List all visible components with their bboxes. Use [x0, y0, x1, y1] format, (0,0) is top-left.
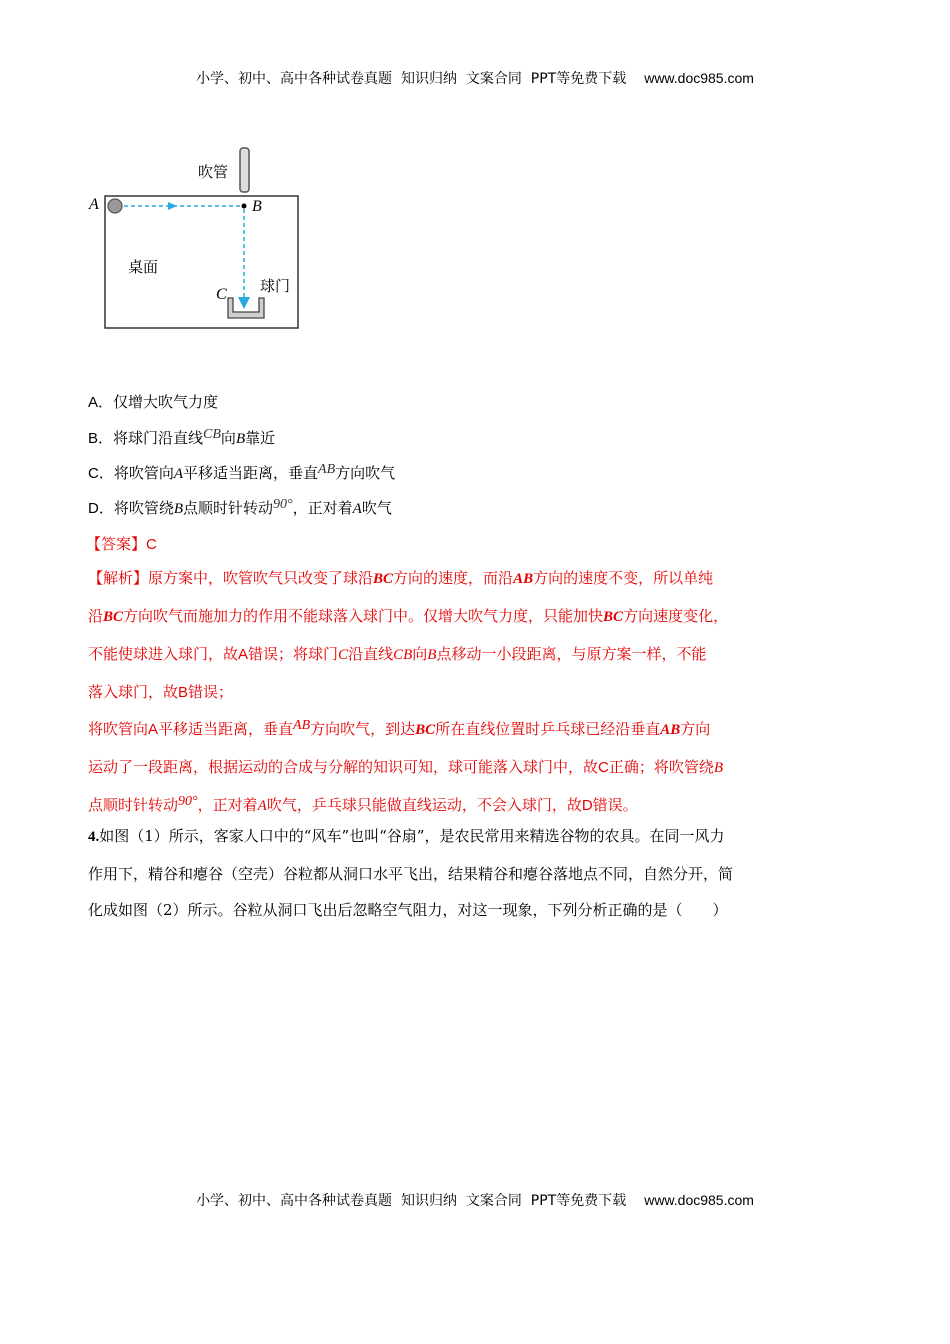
option-b-pre: 将球门沿直线 — [113, 429, 204, 447]
page-header — [0, 68, 950, 88]
q4-text-2: 作用下，精谷和瘪谷（空壳）谷粒都从洞口水平飞出，结果精谷和瘪谷落地点不同，自然分开，简 — [88, 864, 734, 883]
a5-5: BC — [415, 722, 436, 738]
option-d-var2: A — [352, 501, 362, 517]
ball-a — [108, 199, 122, 213]
answer-value: C — [146, 536, 157, 553]
option-d-pre: 将吹管绕 — [113, 499, 174, 517]
option-a — [88, 391, 218, 412]
a1-3: AB — [513, 571, 534, 587]
option-c-key: C． — [88, 465, 114, 482]
a5-8: 方向 — [680, 720, 711, 738]
answer-label: 【答案】 — [86, 535, 147, 553]
a3-1: A — [238, 646, 249, 663]
a3-7: B — [427, 647, 437, 663]
a5-2: 平移适当距离，垂直 — [158, 720, 294, 738]
option-b-mid: 向 — [220, 429, 236, 447]
point-b-dot — [242, 204, 247, 209]
option-b-var: B — [235, 431, 246, 447]
a4-0: 落入球门，故 — [88, 683, 179, 701]
a7-0: 点顺时针转动 — [88, 796, 179, 814]
a5-1: A — [148, 721, 159, 738]
a3-6: 向 — [412, 645, 428, 663]
a4-1: B — [178, 684, 189, 701]
option-c-post: 方向吹气 — [335, 464, 396, 482]
option-b-post: 靠近 — [245, 429, 276, 447]
a7-2: ，正对着 — [197, 796, 258, 814]
a5-3: AB — [293, 718, 311, 733]
option-c — [88, 462, 395, 483]
a1-4: 方向的速度不变，所以单纯 — [533, 569, 714, 587]
option-b — [88, 427, 275, 448]
option-c-pre: 将吹管向 — [113, 464, 174, 482]
goal-label: 球门 — [260, 277, 291, 295]
a3-2: 错误；将球门 — [248, 645, 339, 663]
a2-0: 沿 — [88, 607, 104, 625]
a3-3: C — [338, 647, 349, 663]
a6-0: 运动了一段距离，根据运动的合成与分解的知识可知，球可能落入球门中，故 — [88, 758, 599, 776]
a1-1: BC — [373, 571, 394, 587]
analysis-line-2 — [88, 598, 818, 636]
q4-text-1: 如图（1）所示，客家人口中的“风车”也叫“谷扇”，是农民常用来精选谷物的农具。在同一风力 — [99, 827, 725, 845]
analysis-block — [88, 560, 818, 825]
question-4 — [88, 818, 818, 929]
a5-0: 将吹管向 — [88, 720, 149, 738]
a7-1: 90° — [178, 794, 198, 809]
option-a-key: A． — [88, 394, 114, 411]
a3-0: 不能使球进入球门，故 — [88, 645, 239, 663]
q4-line-2 — [88, 856, 818, 893]
header-text: 小学、初中、高中各种试卷真题 知识归纳 文案合同 PPT等免费下载 — [196, 71, 627, 87]
q4-line-1 — [88, 818, 818, 856]
analysis-line-1 — [88, 560, 818, 598]
option-a-text: 仅增大吹气力度 — [113, 393, 219, 411]
a3-8: 点移动一小段距离，与原方案一样，不能 — [436, 645, 707, 663]
a7-3: A — [257, 798, 267, 814]
analysis-label: 【解析】 — [88, 569, 149, 587]
table-label: 桌面 — [128, 258, 159, 276]
footer-text: 小学、初中、高中各种试卷真题 知识归纳 文案合同 PPT等免费下载 — [196, 1193, 627, 1209]
a2-2: 方向吹气而施加力的作用不能球落入球门中。仅增大吹气力度，只能加快 — [123, 607, 604, 625]
point-c-label: C — [216, 286, 227, 303]
option-d-var: B — [173, 501, 184, 517]
option-b-key: B． — [88, 430, 114, 447]
goal-shape — [228, 298, 264, 318]
a5-4: 方向吹气，到达 — [310, 720, 416, 738]
figure-blowpipe-setup — [80, 140, 320, 340]
option-d-key: D． — [88, 500, 114, 517]
q4-text-3: 化成如图（2）所示。谷粒从洞口飞出后忽略空气阻力，对这一现象，下列分析正确的是（ ） — [88, 901, 728, 919]
a6-1: C — [598, 759, 609, 776]
a5-6: 所在直线位置时乒乓球已经沿垂直 — [435, 720, 661, 738]
a2-4: 方向速度变化， — [623, 607, 729, 625]
blowpipe-shape — [240, 148, 249, 192]
a2-3: BC — [603, 609, 624, 625]
a6-2: 正确；将吹管绕 — [608, 758, 714, 776]
option-c-math: AB — [318, 462, 336, 477]
option-d-post: 吹气 — [361, 499, 392, 517]
analysis-line-4 — [88, 674, 818, 711]
a7-5: D — [581, 797, 593, 814]
point-b-label: B — [252, 198, 262, 215]
a6-3: B — [713, 760, 724, 776]
a2-1: BC — [103, 609, 124, 625]
option-d-math: 90° — [273, 497, 293, 512]
analysis-line-6 — [88, 749, 818, 787]
a3-4: 沿直线 — [348, 645, 394, 663]
a4-2: 错误； — [188, 683, 234, 701]
answer-line — [86, 533, 157, 554]
analysis-line-5 — [88, 711, 818, 749]
header-url[interactable]: www.doc985.com — [644, 70, 754, 86]
page-footer — [0, 1190, 950, 1210]
analysis-line-3 — [88, 636, 818, 674]
point-a-label: A — [89, 196, 99, 213]
a3-5: CB — [393, 647, 413, 663]
a1-0: 原方案中，吹管吹气只改变了球沿 — [148, 569, 374, 587]
option-d-mid2: ，正对着 — [292, 499, 353, 517]
q4-line-3 — [88, 892, 818, 929]
option-c-var: A — [173, 466, 184, 482]
a7-6: 错误。 — [592, 796, 638, 814]
option-b-math: CB — [203, 427, 221, 442]
blowpipe-label: 吹管 — [198, 163, 229, 181]
a5-7: AB — [660, 722, 681, 738]
footer-url[interactable]: www.doc985.com — [644, 1192, 754, 1208]
a1-2: 方向的速度，而沿 — [393, 569, 514, 587]
a7-4: 吹气，乒乓球只能做直线运动，不会入球门，故 — [266, 796, 582, 814]
q4-number: 4. — [88, 829, 100, 845]
option-d-mid: 点顺时针转动 — [183, 499, 274, 517]
option-d — [88, 497, 392, 518]
option-c-mid: 平移适当距离，垂直 — [183, 464, 319, 482]
